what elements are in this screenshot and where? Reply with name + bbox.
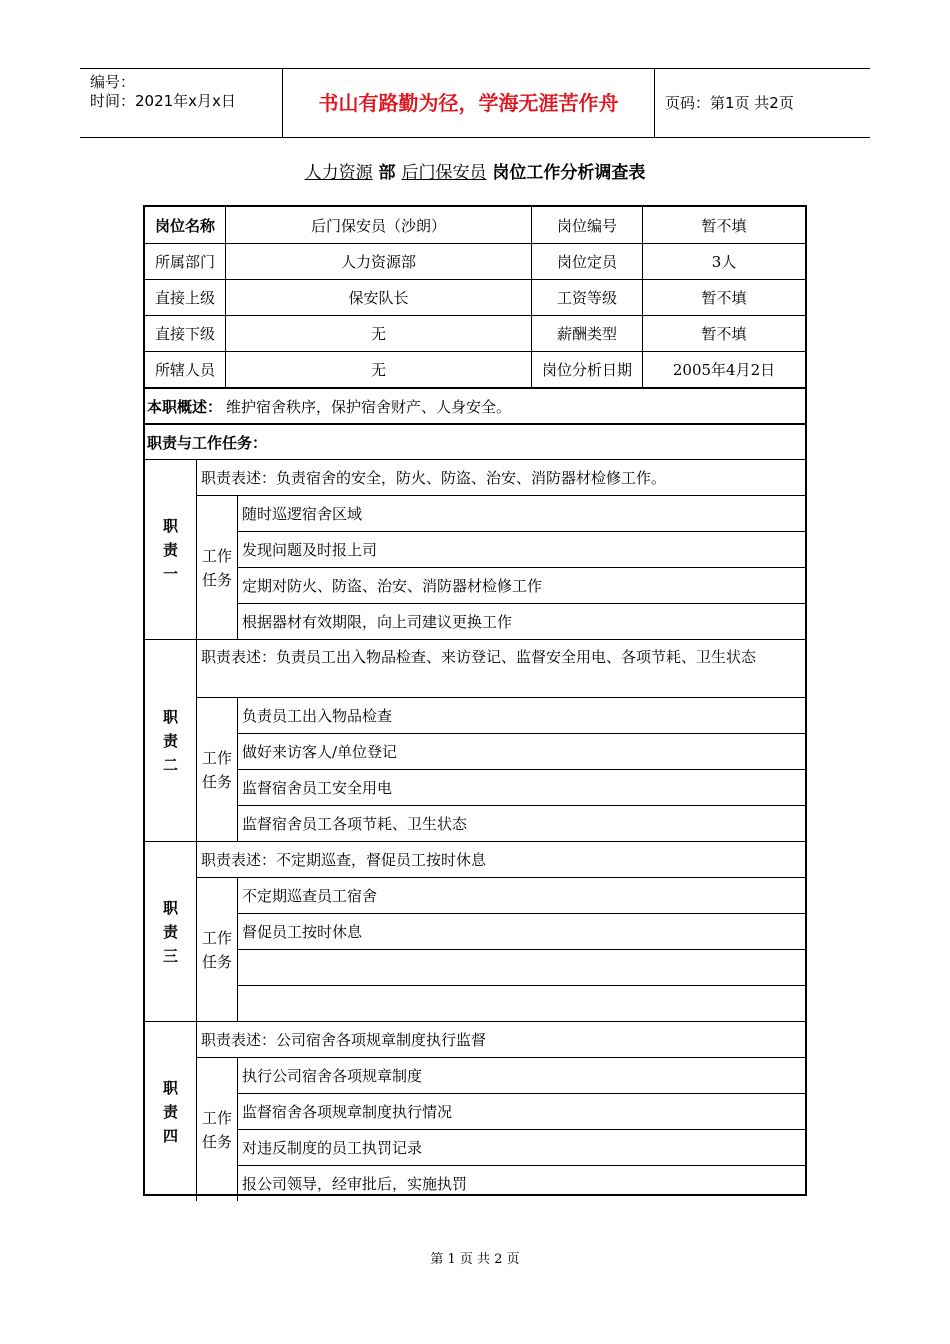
duty-name-char: 二 xyxy=(162,755,178,774)
task-item: 随时巡逻宿舍区域 xyxy=(237,495,805,531)
duties-heading: 职责与工作任务： xyxy=(145,423,805,459)
tasks-label-line: 任务 xyxy=(201,952,232,971)
info-label: 所属部门 xyxy=(145,243,225,279)
tasks-label-line: 任务 xyxy=(201,570,232,589)
time-label: 时间：2021年x月x日 xyxy=(90,92,236,110)
task-item: 负责员工出入物品检查 xyxy=(237,697,805,733)
task-item: 监督宿舍各项规章制度执行情况 xyxy=(237,1093,805,1129)
duty-description: 职责表述：不定期巡查，督促员工按时休息 xyxy=(196,841,805,877)
info-value: 3人 xyxy=(642,243,805,279)
duty-name-char: 职 xyxy=(162,707,178,726)
page-header xyxy=(80,68,870,138)
tasks-label xyxy=(196,1057,237,1201)
duty-name-char: 责 xyxy=(162,922,178,941)
page-footer: 第 1 页 共 2 页 xyxy=(430,1252,520,1267)
task-item: 执行公司宿舍各项规章制度 xyxy=(237,1057,805,1093)
task-item: 对违反制度的员工执罚记录 xyxy=(237,1129,805,1165)
duty-name-char: 职 xyxy=(162,516,178,535)
summary-row xyxy=(145,387,805,423)
task-item: 发现问题及时报上司 xyxy=(237,531,805,567)
duty-name-char: 职 xyxy=(162,1078,178,1097)
task-item xyxy=(237,949,805,985)
task-item: 督促员工按时休息 xyxy=(237,913,805,949)
duty-name xyxy=(145,459,196,639)
info-label: 薪酬类型 xyxy=(531,315,642,351)
summary-text: 维护宿舍秩序，保护宿舍财产、人身安全。 xyxy=(226,397,512,416)
info-value: 人力资源部 xyxy=(225,243,531,279)
info-value: 保安队长 xyxy=(225,279,531,315)
info-value: 暂不填 xyxy=(642,279,805,315)
tasks-label-line: 工作 xyxy=(201,546,232,565)
info-label: 所辖人员 xyxy=(145,351,225,387)
info-value: 无 xyxy=(225,351,531,387)
info-value: 后门保安员（沙朗） xyxy=(225,207,531,243)
title-dept: 人力资源 xyxy=(304,163,373,183)
duty-name-char: 责 xyxy=(162,1102,178,1121)
header-meta xyxy=(80,69,282,137)
task-item: 定期对防火、防盗、治安、消防器材检修工作 xyxy=(237,567,805,603)
task-item: 做好来访客人/单位登记 xyxy=(237,733,805,769)
tasks-label xyxy=(196,877,237,1021)
summary-label: 本职概述： xyxy=(147,397,223,416)
duty-name-char: 一 xyxy=(162,564,178,583)
info-value: 无 xyxy=(225,315,531,351)
info-label: 岗位定员 xyxy=(531,243,642,279)
duty-description: 职责表述：负责宿舍的安全，防火、防盗、治安、消防器材检修工作。 xyxy=(196,459,805,495)
number-label: 编号： xyxy=(90,73,136,91)
duty-description: 职责表述：公司宿舍各项规章制度执行监督 xyxy=(196,1021,805,1057)
info-value: 2005年4月2日 xyxy=(642,351,805,387)
tasks-label-line: 工作 xyxy=(201,928,232,947)
document-title xyxy=(0,158,950,183)
task-item: 监督宿舍员工安全用电 xyxy=(237,769,805,805)
task-item: 报公司领导，经审批后，实施执罚 xyxy=(237,1165,805,1201)
duty-name xyxy=(145,639,196,841)
duty-name-char: 责 xyxy=(162,540,178,559)
duty-name xyxy=(145,841,196,1021)
title-position: 后门保安员 xyxy=(401,163,487,183)
task-item: 不定期巡查员工宿舍 xyxy=(237,877,805,913)
info-value: 暂不填 xyxy=(642,207,805,243)
info-label: 工资等级 xyxy=(531,279,642,315)
info-label: 岗位编号 xyxy=(531,207,642,243)
duty-name-char: 职 xyxy=(162,898,178,917)
duty-name xyxy=(145,1021,196,1201)
title-dept-suffix: 部 xyxy=(378,163,396,183)
info-label: 岗位分析日期 xyxy=(531,351,642,387)
job-analysis-table xyxy=(143,205,807,1196)
tasks-label xyxy=(196,697,237,841)
header-page-info: 页码：第1页 共2页 xyxy=(665,94,794,112)
header-motto: 书山有路勤为径，学海无涯苦作舟 xyxy=(282,69,655,137)
tasks-label xyxy=(196,495,237,639)
info-label: 直接下级 xyxy=(145,315,225,351)
tasks-label-line: 工作 xyxy=(201,1108,232,1127)
duty-name-char: 四 xyxy=(162,1126,178,1145)
title-suffix: 岗位工作分析调查表 xyxy=(492,163,646,183)
task-item: 根据器材有效期限，向上司建议更换工作 xyxy=(237,603,805,639)
tasks-label-line: 工作 xyxy=(201,748,232,767)
info-label: 岗位名称 xyxy=(154,216,215,235)
duty-name-char: 三 xyxy=(162,946,178,965)
duty-description: 职责表述：负责员工出入物品检查、来访登记、监督安全用电、各项节耗、卫生状态 xyxy=(196,639,805,697)
duty-name-char: 责 xyxy=(162,731,178,750)
info-value: 暂不填 xyxy=(642,315,805,351)
info-label: 直接上级 xyxy=(145,279,225,315)
task-item: 监督宿舍员工各项节耗、卫生状态 xyxy=(237,805,805,841)
tasks-label-line: 任务 xyxy=(201,1132,232,1151)
task-item xyxy=(237,985,805,1021)
tasks-label-line: 任务 xyxy=(201,772,232,791)
